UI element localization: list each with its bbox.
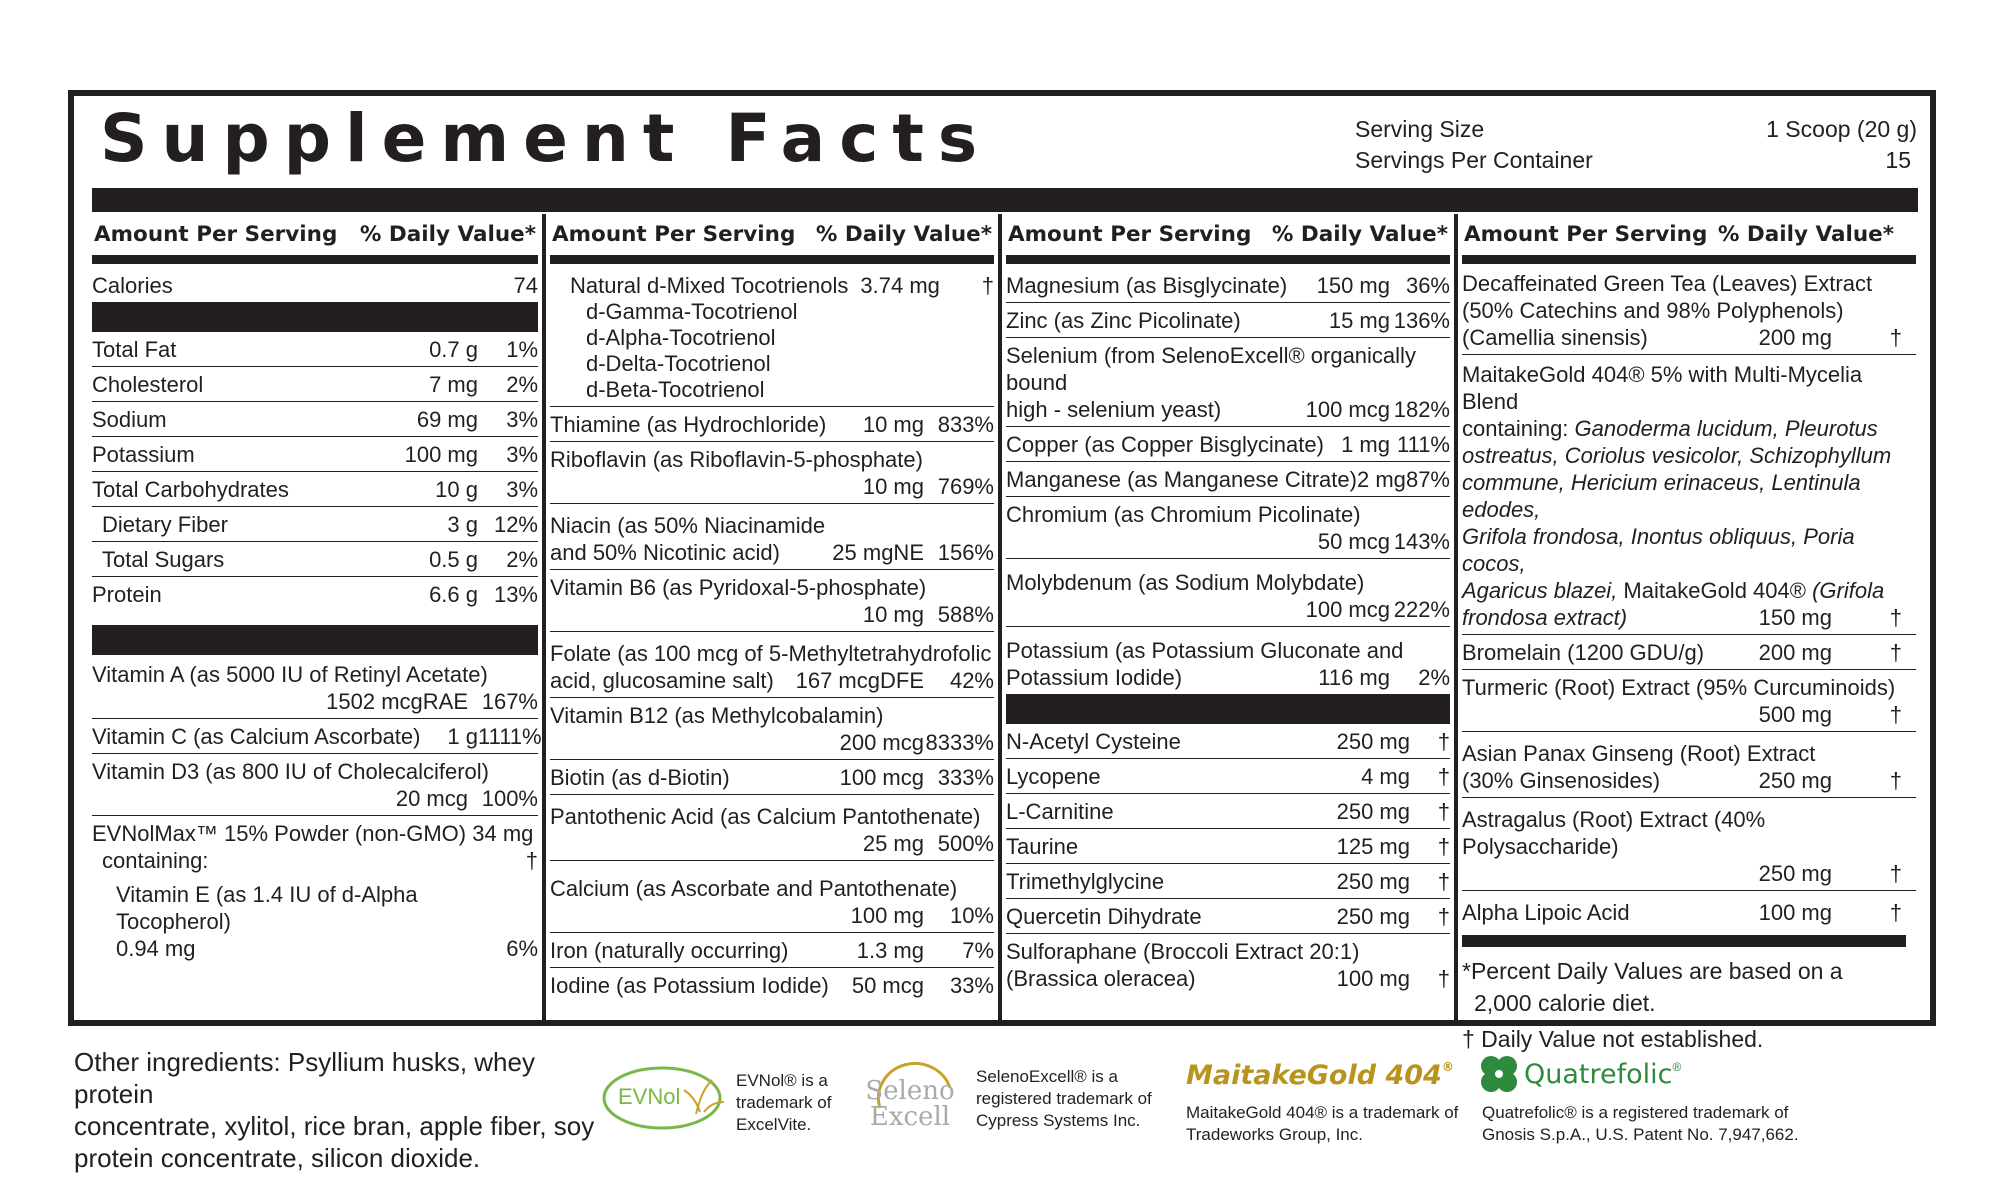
amount-header: Amount Per Serving xyxy=(1008,222,1252,247)
vitamin-e-row xyxy=(92,877,538,965)
nutrient-dv: 222% xyxy=(1393,597,1450,622)
facts-column-1 xyxy=(92,214,542,965)
species-list: Grifola frondosa, Inontus obliquus, Poria cocos, xyxy=(1462,524,1855,576)
quatrefolic-logo-text: Quatrefolic xyxy=(1524,1058,1673,1090)
selenium-row xyxy=(1006,338,1450,427)
nutrient-row xyxy=(92,542,538,577)
nutrient-row xyxy=(92,437,538,472)
vitamin-c-row xyxy=(92,719,542,754)
column-header xyxy=(1006,214,1450,264)
nutrient-name: Pantothenic Acid (as Calcium Pantothenate) xyxy=(550,804,981,829)
maitakegold-logo: MaitakeGold 404® xyxy=(1186,1060,1454,1091)
selenoexcell-logo xyxy=(860,1058,960,1138)
nutrient-name: Iron (naturally occurring) xyxy=(550,938,789,963)
nutrient-subtext: containing: xyxy=(102,848,209,873)
nutrient-dv: 12% xyxy=(493,512,538,537)
amount-header: Amount Per Serving xyxy=(552,222,796,247)
nutrient-amount: 250 mg xyxy=(1336,869,1410,894)
species-list: Ganoderma lucidum, Pleurotus xyxy=(1574,416,1878,441)
panel-title: Supplement Facts xyxy=(100,100,992,177)
other-ingredients xyxy=(74,1046,614,1174)
nutrient-name-cont: (50% Catechins and 98% Polyphenols) xyxy=(1462,298,1844,323)
nutrient-row xyxy=(1006,759,1450,794)
nutrient-amount: 150 mg xyxy=(1316,273,1390,298)
footnote-daily-value-cont: 2,000 calorie diet. xyxy=(1474,990,1656,1016)
nutrient-amount: 74 xyxy=(513,273,538,298)
nutrient-name: EVNolMax™ 15% Powder (non-GMO) 34 mg xyxy=(92,821,534,846)
nutrient-name: N-Acetyl Cysteine xyxy=(1006,729,1181,754)
nutrient-dv: 6% xyxy=(506,936,538,961)
trademark-line: EVNol® is a xyxy=(736,1071,828,1090)
nutrient-name: Vitamin D3 (as 800 IU of Cholecalciferol) xyxy=(92,759,489,784)
nutrient-name: Natural d-Mixed Tocotrienols xyxy=(570,273,849,298)
nutrient-name: Alpha Lipoic Acid xyxy=(1462,900,1630,925)
nutrient-row xyxy=(92,507,538,542)
servings-per-container-value: 15 xyxy=(1885,147,1911,173)
nutrient-name: Asian Panax Ginseng (Root) Extract xyxy=(1462,741,1816,766)
dv-header: % Daily Value* xyxy=(1717,222,1894,247)
trademark-line: Quatrefolic® is a registered trademark of xyxy=(1482,1103,1789,1122)
nutrient-name: MaitakeGold 404® 5% with Multi-Mycelia Blend xyxy=(1462,362,1863,414)
species-list: ostreatus, Coriolus vesicolor, Schizophyllum xyxy=(1462,443,1892,468)
nutrient-dv: 10% xyxy=(949,903,994,928)
nutrient-name: Quercetin Dihydrate xyxy=(1006,904,1202,929)
nutrient-dv: 111% xyxy=(1396,432,1450,457)
macro-rows xyxy=(92,332,538,611)
nutrient-amount: 15 mg xyxy=(1328,308,1390,333)
nutrient-row xyxy=(92,472,538,507)
nutrient-name: Chromium (as Chromium Picolinate) xyxy=(1006,502,1361,527)
nutrient-name: Total Sugars xyxy=(102,547,225,572)
astragalus-row xyxy=(1462,798,1916,891)
nutrient-dv: 100% xyxy=(481,786,538,811)
nutrient-row xyxy=(92,402,538,437)
nutrient-dv: 1% xyxy=(506,337,538,362)
ginseng-row xyxy=(1462,732,1916,798)
maitake-logo-text: MaitakeGold 404 xyxy=(1186,1060,1442,1091)
riboflavin-row xyxy=(550,442,994,504)
nutrient-name: Riboflavin (as Riboflavin-5-phosphate) xyxy=(550,447,923,472)
nutrient-dv: 182% xyxy=(1393,397,1450,422)
nutrient-amount: 250 mg xyxy=(1336,904,1410,929)
nutrient-name: Vitamin B12 (as Methylcobalamin) xyxy=(550,703,884,728)
seleno-logo-text: Seleno xyxy=(865,1076,955,1106)
nutrient-amount: 100 mcg xyxy=(839,765,924,790)
facts-column-2 xyxy=(550,214,994,1002)
nutrient-dv: 3% xyxy=(506,442,538,467)
nutrient-name: Manganese (as Manganese Citrate) xyxy=(1006,467,1357,492)
trademark-line: MaitakeGold 404® is a trademark of xyxy=(1186,1103,1459,1122)
nutrient-dv: † xyxy=(1437,869,1450,894)
nutrient-amount: 25 mg xyxy=(862,831,924,856)
section-divider-bar xyxy=(92,302,538,332)
nutrient-dv: † xyxy=(1889,768,1902,793)
nutrient-name-cont: high - selenium yeast) xyxy=(1006,397,1222,422)
nutrient-dv: † xyxy=(1889,861,1902,886)
species-list: (Grifola xyxy=(1805,578,1885,603)
nutrient-name: Decaffeinated Green Tea (Leaves) Extract xyxy=(1462,271,1873,296)
nutrient-amount: 100 mcg xyxy=(1305,597,1390,622)
molybdenum-row xyxy=(1006,559,1450,627)
iodine-row xyxy=(550,968,994,1002)
trademark-line: ExcelVite. xyxy=(736,1115,812,1134)
evnol-logo-text: EVNol xyxy=(618,1084,681,1109)
tocotrienol-subitem: d-Beta-Tocotrienol xyxy=(586,377,765,402)
nutrient-dv: † xyxy=(1437,764,1450,789)
nutrient-amount: 6.6 g xyxy=(429,582,478,607)
nutrient-dv: 8333% xyxy=(925,730,994,755)
evnol-trademark xyxy=(736,1070,831,1136)
nutrient-amount: 200 mcg xyxy=(839,730,924,755)
trademark-line: trademark of xyxy=(736,1093,832,1112)
nutrient-amount: 100 mg xyxy=(850,903,924,928)
green-tea-row xyxy=(1462,264,1916,355)
column-header xyxy=(1462,214,1916,264)
quatrefolic-trademark xyxy=(1482,1102,1799,1146)
nutrient-name: Lycopene xyxy=(1006,764,1101,789)
footnote-dagger: † Daily Value not established. xyxy=(1462,1026,1764,1052)
nutrient-name: Selenium (from SelenoExcell® organically bound xyxy=(1006,343,1416,395)
nutrient-dv: † xyxy=(1889,605,1902,630)
facts-column-3 xyxy=(1006,214,1450,995)
nutrient-name: Bromelain (1200 GDU/g) xyxy=(1462,640,1705,665)
nutrient-amount: 1502 mcgRAE xyxy=(326,689,468,714)
nutrient-dv: † xyxy=(981,273,994,298)
nutrient-name: Biotin (as d-Biotin) xyxy=(550,765,730,790)
evnol-row xyxy=(92,816,538,877)
species-list: frondosa extract) xyxy=(1462,605,1628,630)
section-divider-bar xyxy=(1462,935,1906,947)
nutrient-dv: † xyxy=(525,848,538,873)
nutrient-name: Vitamin E (as 1.4 IU of d-Alpha Tocopherol) xyxy=(116,882,418,934)
dv-header: % Daily Value* xyxy=(815,222,992,247)
niacin-row xyxy=(550,504,994,570)
nutrient-row xyxy=(92,577,538,611)
nutrient-dv: 33% xyxy=(949,973,994,998)
column-divider xyxy=(998,214,1002,1026)
tocotrienol-sublist xyxy=(570,299,994,403)
four-leaf-clover-icon xyxy=(1478,1053,1520,1095)
manganese-row xyxy=(1006,462,1450,497)
nutrient-dv: 7% xyxy=(962,938,994,963)
nutrient-name: Total Fat xyxy=(92,337,177,362)
nutrient-amount: 4 mg xyxy=(1361,764,1410,789)
nutrient-amount: 0.94 mg xyxy=(116,936,196,961)
bromelain-row xyxy=(1462,635,1916,670)
nutrient-amount: 250 mg xyxy=(1758,861,1832,886)
seleno-logo-text: Excell xyxy=(869,1102,951,1132)
nutrient-dv: † xyxy=(1889,702,1902,727)
nutrient-amount: 50 mcg xyxy=(1317,529,1390,554)
nutrient-name: Taurine xyxy=(1006,834,1079,859)
column-header xyxy=(550,214,994,264)
species-list: commune, Hericium erinaceus, Lentinula edodes, xyxy=(1462,470,1861,522)
nutrient-name: Cholesterol xyxy=(92,372,204,397)
footnotes xyxy=(1462,947,1916,1055)
nutrient-name: Protein xyxy=(92,582,162,607)
nutrient-amount: 250 mg xyxy=(1758,768,1832,793)
other-nutrient-rows xyxy=(1006,724,1450,934)
nutrient-amount: 3 g xyxy=(447,512,478,537)
trademark-line: registered trademark of xyxy=(976,1089,1152,1108)
nutrient-amount: 50 mcg xyxy=(851,973,924,998)
nutrient-name-cont: (Camellia sinensis) xyxy=(1462,325,1648,350)
pantothenic-row xyxy=(550,795,994,861)
amount-header: Amount Per Serving xyxy=(1464,222,1708,247)
nutrient-dv: 3% xyxy=(506,477,538,502)
tocotrienol-subitem: d-Gamma-Tocotrienol xyxy=(586,299,798,324)
selenoexcell-trademark xyxy=(976,1066,1152,1132)
alpha-lipoic-row xyxy=(1462,891,1916,929)
nutrient-dv: † xyxy=(1437,904,1450,929)
nutrient-name-cont: MaitakeGold 404® xyxy=(1617,578,1806,603)
zinc-row xyxy=(1006,303,1450,338)
quatrefolic-logo: Quatrefolic ® xyxy=(1478,1052,1681,1096)
nutrient-amount: 200 mg xyxy=(1758,640,1832,665)
nutrient-amount: 10 mg xyxy=(862,474,924,499)
nutrient-dv: † xyxy=(1889,640,1902,665)
nutrient-amount: 250 mg xyxy=(1336,729,1410,754)
servings-per-container-label: Servings Per Container xyxy=(1355,147,1593,173)
section-divider-bar xyxy=(92,625,538,655)
nutrient-amount: 10 g xyxy=(435,477,478,502)
vitamin-b12-row xyxy=(550,698,994,760)
nutrient-row xyxy=(1006,899,1450,934)
nutrient-dv: 13% xyxy=(493,582,538,607)
calories-row xyxy=(92,264,538,302)
nutrient-row xyxy=(1006,829,1450,864)
column-header xyxy=(92,214,538,264)
nutrient-dv: † xyxy=(1437,834,1450,859)
trademark-line: Gnosis S.p.A., U.S. Patent No. 7,947,662. xyxy=(1482,1125,1799,1144)
supplement-facts-panel xyxy=(68,90,1936,1052)
nutrient-dv: † xyxy=(1889,900,1902,925)
nutrient-name: Calories xyxy=(92,273,173,298)
nutrient-dv: 500% xyxy=(937,831,994,856)
nutrient-dv: 167% xyxy=(481,689,538,714)
nutrient-dv: 2% xyxy=(506,547,538,572)
maitakegold-trademark xyxy=(1186,1102,1458,1146)
nutrient-amount: 10 mg xyxy=(862,412,924,437)
nutrient-name: L-Carnitine xyxy=(1006,799,1114,824)
nutrient-amount: 500 mg xyxy=(1758,702,1832,727)
nutrient-name: Zinc (as Zinc Picolinate) xyxy=(1006,308,1241,333)
other-ingredients-line: concentrate, xylitol, rice bran, apple fiber, soy xyxy=(74,1111,595,1141)
nutrient-dv: 3% xyxy=(506,407,538,432)
nutrient-name-cont: (30% Ginsenosides) xyxy=(1462,768,1661,793)
sulforaphane-row xyxy=(1006,934,1450,995)
nutrient-name: Calcium (as Ascorbate and Pantothenate) xyxy=(550,876,958,901)
trademark-line: Cypress Systems Inc. xyxy=(976,1111,1141,1130)
nutrient-name: Potassium (as Potassium Gluconate and xyxy=(1006,638,1404,663)
nutrient-dv: † xyxy=(1437,799,1450,824)
thiamine-row xyxy=(550,407,994,442)
nutrient-dv: 36% xyxy=(1405,273,1450,298)
nutrient-amount: 150 mg xyxy=(1758,605,1832,630)
nutrient-dv: 156% xyxy=(937,540,994,565)
nutrient-dv: 2% xyxy=(1418,665,1450,690)
nutrient-amount: 0.7 g xyxy=(429,337,478,362)
nutrient-dv: 769% xyxy=(937,474,994,499)
nutrient-name: Trimethylglycine xyxy=(1006,869,1165,894)
nutrient-amount: 200 mg xyxy=(1758,325,1832,350)
nutrient-amount: 25 mgNE xyxy=(832,540,924,565)
nutrient-amount: 100 mcg xyxy=(1305,397,1390,422)
chromium-row xyxy=(1006,497,1450,559)
nutrient-row xyxy=(92,332,538,367)
nutrient-dv: † xyxy=(1437,966,1450,991)
serving-size-value: 1 Scoop (20 g) xyxy=(1766,116,1917,142)
nutrient-name: Vitamin C (as Calcium Ascorbate) xyxy=(92,724,421,749)
column-divider xyxy=(1454,214,1458,1026)
potassium-row xyxy=(1006,627,1450,694)
nutrient-dv: 136% xyxy=(1393,308,1450,333)
nutrient-dv: 42% xyxy=(949,668,994,693)
vitamin-a-row xyxy=(92,655,538,719)
nutrient-name: Dietary Fiber xyxy=(102,512,228,537)
nutrient-name: Potassium xyxy=(92,442,195,467)
nutrient-amount: 1 mg xyxy=(1341,432,1390,457)
nutrient-amount: 10 mg xyxy=(862,602,924,627)
column-divider xyxy=(542,214,546,1026)
nutrient-dv: 1111% xyxy=(478,724,542,749)
nutrient-name: Copper (as Copper Bisglycinate) xyxy=(1006,432,1324,457)
nutrient-dv: 143% xyxy=(1393,529,1450,554)
biotin-row xyxy=(550,760,994,795)
copper-row xyxy=(1006,427,1450,462)
nutrient-dv: 333% xyxy=(937,765,994,790)
nutrient-dv: 833% xyxy=(937,412,994,437)
nutrient-row xyxy=(1006,794,1450,829)
nutrient-name: Sulforaphane (Broccoli Extract 20:1) xyxy=(1006,939,1360,964)
nutrient-amount: 20 mcg xyxy=(395,786,468,811)
magnesium-row xyxy=(1006,264,1450,303)
nutrient-name: Molybdenum (as Sodium Molybdate) xyxy=(1006,570,1365,595)
iron-row xyxy=(550,933,994,968)
nutrient-name-cont: Potassium Iodide) xyxy=(1006,665,1183,690)
nutrient-name: Thiamine (as Hydrochloride) xyxy=(550,412,827,437)
tocotrienol-subitem: d-Alpha-Tocotrienol xyxy=(586,325,776,350)
species-list: Agaricus blazei, xyxy=(1462,578,1618,603)
nutrient-name: Niacin (as 50% Niacinamide xyxy=(550,513,826,538)
nutrient-name: Astragalus (Root) Extract (40% Polysaccharide) xyxy=(1462,807,1766,859)
nutrient-amount: 100 mg xyxy=(1758,900,1832,925)
nutrient-name: Vitamin A (as 5000 IU of Retinyl Acetate) xyxy=(92,662,488,687)
nutrient-amount: 250 mg xyxy=(1336,799,1410,824)
nutrient-row xyxy=(1006,724,1450,759)
nutrient-amount: 116 mg xyxy=(1318,665,1390,690)
nutrient-amount: 69 mg xyxy=(416,407,478,432)
nutrient-name: Sodium xyxy=(92,407,167,432)
nutrient-name: Vitamin B6 (as Pyridoxal-5-phosphate) xyxy=(550,575,927,600)
nutrient-row xyxy=(1006,864,1450,899)
nutrient-name-cont: containing: xyxy=(1462,416,1575,441)
facts-column-4 xyxy=(1462,214,1916,1055)
nutrient-name: Total Carbohydrates xyxy=(92,477,289,502)
nutrient-amount: 100 mg xyxy=(404,442,478,467)
serving-info xyxy=(1355,114,1917,176)
tocotrienol-subitem: d-Delta-Tocotrienol xyxy=(586,351,771,376)
folate-row xyxy=(550,632,994,698)
section-divider-bar xyxy=(1006,694,1450,724)
calcium-row xyxy=(550,861,994,933)
top-divider-bar xyxy=(92,188,1918,212)
footnote-daily-value: *Percent Daily Values are based on a xyxy=(1462,958,1843,984)
nutrient-amount: 1 g xyxy=(447,724,478,749)
nutrient-dv: † xyxy=(1889,325,1902,350)
dv-header: % Daily Value* xyxy=(359,222,536,247)
nutrient-row xyxy=(92,367,538,402)
serving-size-label: Serving Size xyxy=(1355,116,1485,142)
nutrient-amount: 2 mg xyxy=(1356,467,1406,492)
nutrient-name: Magnesium (as Bisglycinate) xyxy=(1006,273,1288,298)
dv-header: % Daily Value* xyxy=(1271,222,1448,247)
other-ingredients-line: protein concentrate, silicon dioxide. xyxy=(74,1143,481,1173)
vitamin-b6-row xyxy=(550,570,994,632)
amount-header: Amount Per Serving xyxy=(94,222,338,247)
nutrient-name-cont: acid, glucosamine salt) xyxy=(550,668,774,693)
nutrient-amount: 100 mg xyxy=(1336,966,1410,991)
nutrient-amount: 3.74 mg xyxy=(860,273,940,298)
nutrient-name: Turmeric (Root) Extract (95% Curcuminoids) xyxy=(1462,675,1896,700)
maitake-row xyxy=(1462,355,1916,635)
vitamin-d-row xyxy=(92,754,538,816)
other-ingredients-line: Other ingredients: Psyllium husks, whey protein xyxy=(74,1047,535,1109)
nutrient-name: Iodine (as Potassium Iodide) xyxy=(550,973,829,998)
nutrient-dv: † xyxy=(1437,729,1450,754)
trademark-line: SelenoExcell® is a xyxy=(976,1067,1118,1086)
nutrient-dv: 87% xyxy=(1405,467,1450,492)
nutrient-amount: 7 mg xyxy=(429,372,478,397)
nutrient-amount: 1.3 mg xyxy=(856,938,924,963)
nutrient-dv: 2% xyxy=(506,372,538,397)
turmeric-row xyxy=(1462,670,1916,732)
nutrient-amount: 0.5 g xyxy=(429,547,478,572)
trademark-line: Tradeworks Group, Inc. xyxy=(1186,1125,1363,1144)
nutrient-name-cont: (Brassica oleracea) xyxy=(1006,966,1196,991)
nutrient-dv: 588% xyxy=(937,602,994,627)
nutrient-amount: 167 mcgDFE xyxy=(795,668,924,693)
evnol-logo xyxy=(600,1062,730,1132)
nutrient-name: Folate (as 100 mcg of 5-Methyltetrahydrofolic xyxy=(550,641,992,666)
tocotrienols-row xyxy=(550,264,994,407)
nutrient-name-cont: and 50% Nicotinic acid) xyxy=(550,540,780,565)
nutrient-amount: 125 mg xyxy=(1336,834,1410,859)
